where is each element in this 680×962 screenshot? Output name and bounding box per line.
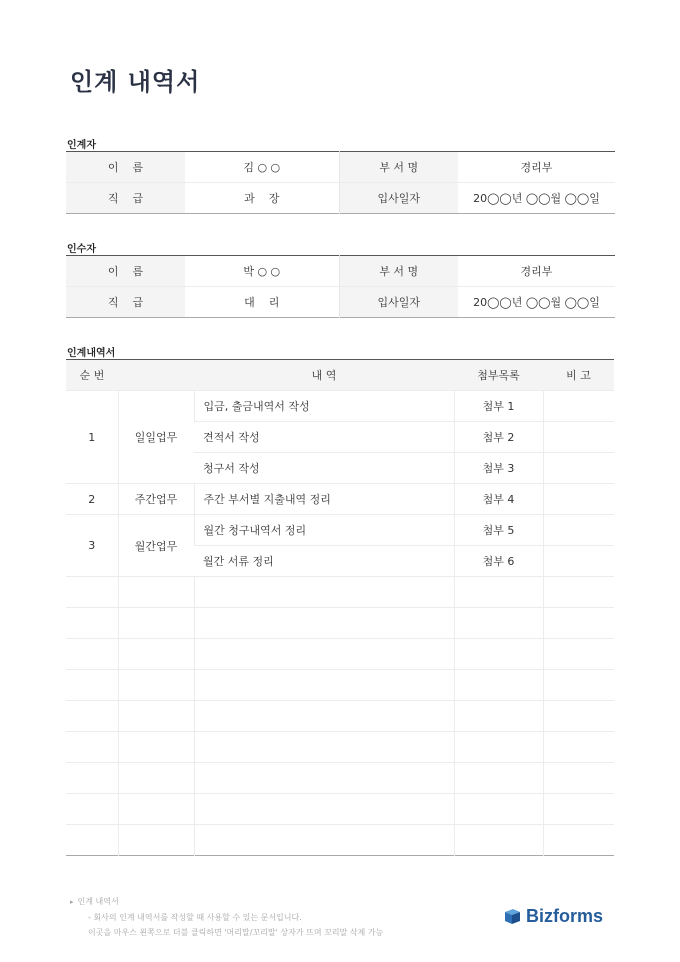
item-attach: 첨부 5 bbox=[454, 515, 543, 546]
item-desc: 주간 부서별 지출내역 정리 bbox=[194, 484, 454, 515]
details-section-label: 인계내역서 bbox=[67, 348, 116, 359]
triangle-bullet-icon: ▸ bbox=[70, 898, 74, 906]
group-category: 주간업무 bbox=[118, 484, 194, 515]
transferee-dept-label: 부 서 명 bbox=[339, 256, 458, 287]
group-category: 월간업무 bbox=[118, 515, 194, 577]
footer-heading: 인계 내역서 bbox=[77, 897, 119, 906]
transferor-rank-label: 직 급 bbox=[66, 183, 185, 214]
item-attach: 첨부 6 bbox=[454, 546, 543, 577]
item-desc: 입금, 출금내역서 작성 bbox=[194, 391, 454, 422]
transferor-rank-value: 과 장 bbox=[185, 183, 339, 214]
footer-note[interactable] bbox=[70, 894, 383, 940]
footer-line-2: 이곳을 마우스 왼쪽으로 더블 클릭하면 '머리말/꼬리말' 상자가 뜨며 꼬리말 삭제 가능 bbox=[88, 928, 384, 937]
bizforms-logo bbox=[503, 906, 603, 927]
item-desc: 월간 서류 정리 bbox=[194, 546, 454, 577]
empty-row bbox=[66, 794, 614, 825]
transferee-rank-value: 대 리 bbox=[185, 287, 339, 318]
bizforms-logo-icon bbox=[503, 907, 522, 926]
transferor-dept-label: 부 서 명 bbox=[339, 152, 458, 183]
empty-row bbox=[66, 608, 614, 639]
empty-row bbox=[66, 825, 614, 856]
item-note bbox=[543, 546, 614, 577]
empty-row bbox=[66, 670, 614, 701]
header-note: 비 고 bbox=[543, 360, 614, 391]
table-row bbox=[66, 484, 614, 515]
transferor-name-value: 김 ○ ○ bbox=[185, 152, 339, 183]
transferor-name-label: 이 름 bbox=[66, 152, 185, 183]
transferor-section-label: 인계자 bbox=[67, 140, 96, 151]
transferee-name-label: 이 름 bbox=[66, 256, 185, 287]
empty-row bbox=[66, 577, 614, 608]
empty-row bbox=[66, 763, 614, 794]
item-attach: 첨부 1 bbox=[454, 391, 543, 422]
item-note bbox=[543, 422, 614, 453]
group-no: 1 bbox=[66, 391, 118, 484]
item-desc: 견적서 작성 bbox=[194, 422, 454, 453]
footer-line-1: - 회사의 인계 내역서를 작성할 때 사용할 수 있는 문서입니다. bbox=[88, 913, 302, 922]
item-desc: 청구서 작성 bbox=[194, 453, 454, 484]
transferor-table bbox=[66, 151, 615, 214]
item-desc: 월간 청구내역서 정리 bbox=[194, 515, 454, 546]
table-row bbox=[66, 391, 614, 422]
transferee-section-label: 인수자 bbox=[67, 244, 96, 255]
transferee-dept-value: 경리부 bbox=[520, 265, 553, 278]
details-table bbox=[66, 359, 614, 856]
transferor-hire-label: 입사일자 bbox=[339, 183, 458, 214]
transferee-table bbox=[66, 255, 615, 318]
transferee-hire-label: 입사일자 bbox=[339, 287, 458, 318]
item-attach: 첨부 4 bbox=[454, 484, 543, 515]
transferee-name-value: 박 ○ ○ bbox=[185, 256, 339, 287]
item-note bbox=[543, 391, 614, 422]
group-category: 일일업무 bbox=[118, 391, 194, 484]
transferee-hire-value: 20◯◯년 ◯◯월 ◯◯일 bbox=[458, 287, 615, 318]
item-attach: 첨부 3 bbox=[454, 453, 543, 484]
header-desc: 내 역 bbox=[194, 360, 454, 391]
transferor-dept-value: 경리부 bbox=[520, 161, 553, 174]
transferor-hire-value: 20◯◯년 ◯◯월 ◯◯일 bbox=[458, 183, 615, 214]
header-attach: 첨부목록 bbox=[454, 360, 543, 391]
brand-name: Bizforms bbox=[526, 906, 604, 926]
item-attach: 첨부 2 bbox=[454, 422, 543, 453]
empty-row bbox=[66, 701, 614, 732]
transferee-rank-label: 직 급 bbox=[66, 287, 185, 318]
item-note bbox=[543, 484, 614, 515]
group-no: 2 bbox=[66, 484, 118, 515]
header-no: 순 번 bbox=[66, 360, 118, 391]
group-no: 3 bbox=[66, 515, 118, 577]
item-note bbox=[543, 453, 614, 484]
empty-row bbox=[66, 639, 614, 670]
table-row bbox=[66, 515, 614, 546]
item-note bbox=[543, 515, 614, 546]
details-header-row bbox=[66, 360, 614, 391]
page-title: 인계 내역서 bbox=[70, 68, 201, 96]
empty-row bbox=[66, 732, 614, 763]
